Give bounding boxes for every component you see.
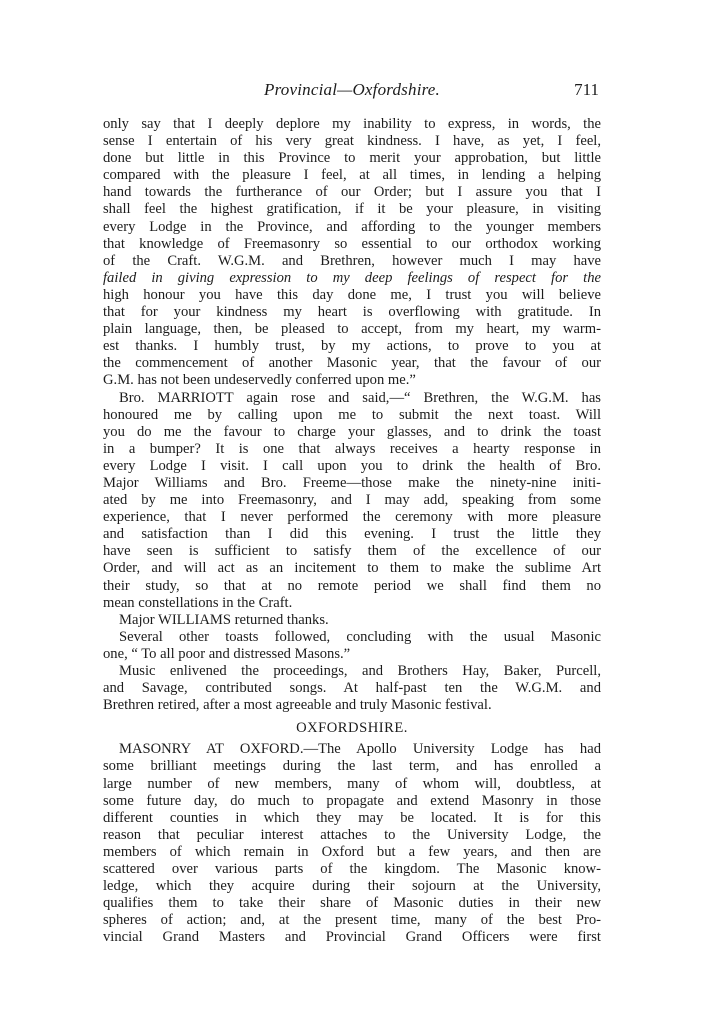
section-heading: OXFORDSHIRE. [296, 720, 408, 737]
text-line: MASONRY AT OXFORD.—The Apollo University Lodge has had [119, 741, 601, 758]
text-line: Brethren retired, after a most agreeable and truly Masonic festival. [103, 697, 492, 714]
text-line: some brilliant meetings during the last term, and has enrolled a [103, 758, 601, 775]
text-line: and satisfaction than I did this evening. I trust the little they [103, 526, 601, 543]
text-line: one, “ To all poor and distressed Masons.” [103, 645, 351, 662]
text-line: done but little in this Province to merit your approbation, but little [103, 150, 601, 167]
running-head [103, 80, 601, 104]
text-line: experience, that I never performed the ceremony with more pleasure [103, 509, 601, 526]
text-line: that knowledge of Freemasonry so essential to our orthodox working [103, 235, 601, 252]
text-line: mean constellations in the Craft. [103, 594, 293, 611]
text-line: honoured me by calling upon me to submit the next toast. Will [103, 406, 601, 423]
text-line: every Lodge in the Province, and affording to the younger members [103, 218, 601, 235]
text-line: the commencement of another Masonic year, that the favour of our [103, 355, 601, 372]
text-line: that for your kindness my heart is overflowing with gratitude. In [103, 304, 601, 321]
text-line: members of which remain in Oxford but a few years, and then are [103, 843, 601, 860]
text-line: est thanks. I humbly trust, by my actions, to prove to you at [103, 338, 601, 355]
text-line: have seen is sufficient to satisfy them of the excellence of our [103, 543, 601, 560]
text-line: ledge, which they acquire during their sojourn at the University, [103, 878, 601, 895]
text-line: and Savage, contributed songs. At half-past ten the W.G.M. and [103, 680, 601, 697]
text-line: Several other toasts followed, concluding with the usual Masonic [119, 628, 601, 645]
running-title: Provincial—Oxfordshire. [264, 80, 440, 99]
text-line: Major Williams and Bro. Freeme—those make the ninety-nine initi- [103, 474, 601, 491]
text-line: vincial Grand Masters and Provincial Grand Officers were first [103, 929, 601, 946]
text-line: sense I entertain of his very great kindness. I have, as yet, I feel, [103, 133, 601, 150]
text-line: of the Craft. W.G.M. and Brethren, however much I may have [103, 252, 601, 269]
text-line: failed in giving expression to my deep feelings of respect for the [103, 269, 601, 286]
text-line: Bro. MARRIOTT again rose and said,—“ Brethren, the W.G.M. has [119, 389, 601, 406]
text-line: every Lodge I visit. I call upon you to drink the health of Bro. [103, 457, 601, 474]
text-line: high honour you have this day done me, I trust you will believe [103, 286, 601, 303]
text-line: hand towards the furtherance of our Order; but I assure you that I [103, 184, 601, 201]
page-number: 711 [574, 80, 599, 99]
text-line: large number of new members, many of whom will, doubtless, at [103, 775, 601, 792]
text-line: Major WILLIAMS returned thanks. [119, 611, 329, 628]
text-line: spheres of action; and, at the present time, many of the best Pro- [103, 912, 601, 929]
text-line: scattered over various parts of the kingdom. The Masonic know- [103, 861, 601, 878]
text-line: in a bumper? It is one that always receives a hearty response in [103, 440, 601, 457]
text-line: reason that peculiar interest attaches to the University Lodge, the [103, 826, 601, 843]
text-line: different counties in which they may be located. It is for this [103, 809, 601, 826]
text-line: plain language, then, be pleased to accept, from my heart, my warm- [103, 321, 601, 338]
text-line: Order, and will act as an incitement to them to make the sublime Art [103, 560, 601, 577]
text-line: ated by me into Freemasonry, and I may add, speaking from some [103, 492, 601, 509]
text-line: Music enlivened the proceedings, and Brothers Hay, Baker, Purcell, [119, 663, 601, 679]
text-line: some future day, do much to propagate and extend Masonry in those [103, 792, 601, 809]
text-line: qualifies them to take their share of Masonic duties in their new [103, 895, 601, 912]
text-line: G.M. has not been undeservedly conferred upon me.” [103, 372, 416, 389]
text-line: their study, so that at no remote period we shall find them no [103, 577, 601, 594]
text-line: you do me the favour to charge your glasses, and to drink the toast [103, 423, 601, 440]
text-line: shall feel the highest gratification, if it be your pleasure, in visiting [103, 201, 601, 218]
text-line: compared with the pleasure I feel, at all times, in lending a helping [103, 167, 601, 184]
text-line: only say that I deeply deplore my inability to express, in words, the [103, 116, 601, 132]
body-text [103, 116, 601, 947]
